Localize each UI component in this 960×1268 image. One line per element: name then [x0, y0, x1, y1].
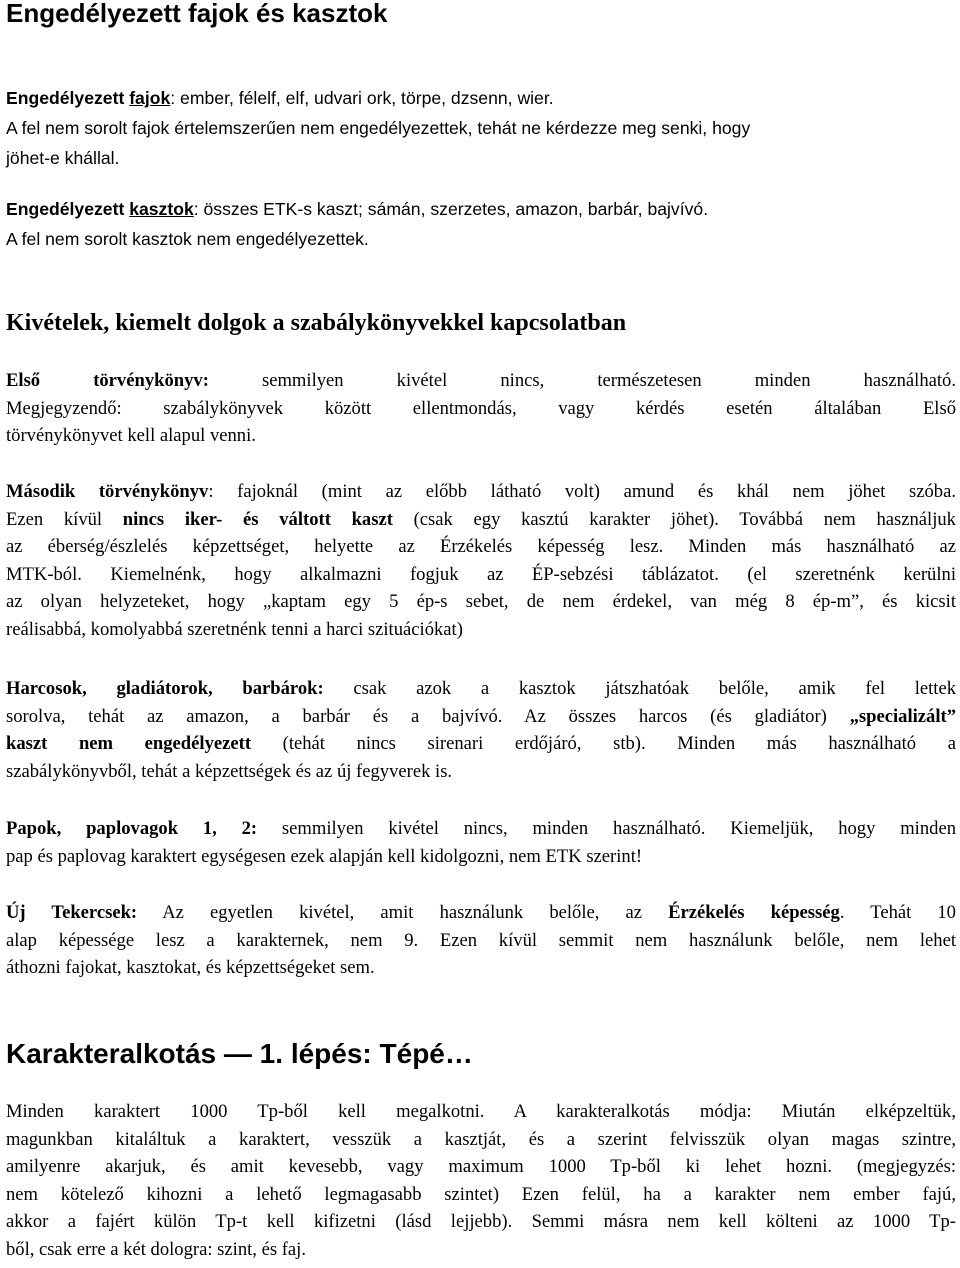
- classes-label-b: kasztok: [129, 199, 194, 219]
- book1-text: semmilyen kivétel nincs, természetesen minden használható.: [208, 370, 956, 391]
- classes-note: A fel nem sorolt kasztok nem engedélyezettek.: [6, 229, 369, 249]
- priests-label: Papok, paplovagok 1, 2:: [6, 818, 258, 839]
- fighters-line-4: szabálykönyvből, tehát a képzettségek és az új fegyverek is.: [6, 760, 453, 782]
- heading-allowed-races-classes: Engedélyezett fajok és kasztok: [6, 0, 388, 28]
- creation-line-4: nem kötelező kihozni a lehető legmagasabb szintet) Ezen felül, ha a karakter nem ember fajú,: [6, 1183, 956, 1205]
- races-note-line-2: jöhet-e khállal.: [6, 148, 120, 168]
- scrolls-line-1: Új Tekercsek: Az egyetlen kivétel, amit használunk belőle, az Érzékelés képesség. Tehát 10: [6, 902, 956, 923]
- priests-line-1: Papok, paplovagok 1, 2: semmilyen kivétel nincs, minden használható. Kiemeljük, hogy minden: [6, 818, 956, 839]
- priests-line-2: pap és paplovag karaktert egységesen ezek alapján kell kidolgozni, nem ETK szerint!: [6, 845, 643, 867]
- fighters-specialized: „specializált”: [849, 705, 956, 727]
- book1-paragraph: [6, 367, 956, 450]
- book1-label: Első törvénykönyv:: [6, 370, 209, 391]
- creation-line-3: amilyenre akarjuk, és amit kevesebb, vagy maximum 1000 Tp-ből ki lehet hozni. (megjegyzés:: [6, 1156, 956, 1177]
- book1-line-2: Megjegyzendő: szabálykönyvek között ellentmondás, vagy kérdés esetén általában Első: [6, 397, 956, 419]
- classes-label-a: Engedélyezett: [6, 199, 130, 219]
- fighters-line-2: sorolva, tehát az amazon, a barbár és a bajvívó. Az összes harcos (és gladiátor) „specializált”: [6, 705, 956, 727]
- book2-line-1: Második törvénykönyv: fajoknál (mint az előbb látható volt) amund és khál nem jöhet szóba.: [6, 481, 956, 502]
- book2-line-2: Ezen kívül nincs iker- és váltott kaszt (csak egy kasztú karakter jöhet). Továbbá nem használjuk: [6, 508, 956, 530]
- book2-line-5: az olyan helyzeteket, hogy „kaptam egy 5 ép-s sebet, de nem érdekel, van még 8 ép-m”, és kicsit: [6, 591, 956, 612]
- book2-line-3: az éberség/észlelés képzettséget, helyette az Érzékelés képesség lesz. Minden más használható az: [6, 536, 956, 557]
- heading-exceptions: Kivételek, kiemelt dolgok a szabálykönyvekkel kapcsolatban: [6, 310, 627, 336]
- fighters-not-allowed: kaszt nem engedélyezett: [6, 733, 252, 754]
- creation-paragraph: [6, 1098, 956, 1263]
- races-list: : ember, félelf, elf, udvari ork, törpe, dzsenn, wier.: [170, 88, 554, 108]
- races-label-a: Engedélyezett: [6, 88, 130, 108]
- book2-line-6: reálisabbá, komolyabbá szeretnénk tenni a harci szituációkat): [6, 618, 463, 640]
- scrolls-label: Új Tekercsek:: [6, 902, 138, 923]
- allowed-classes-paragraph: [6, 194, 956, 254]
- allowed-races-paragraph: [6, 83, 956, 173]
- fighters-line-1: Harcosok, gladiátorok, barbárok: csak azok a kasztok játszhatóak belőle, amik fel lettek: [6, 678, 956, 699]
- creation-line-6: ből, csak erre a két dologra: szint, és faj.: [6, 1238, 306, 1260]
- priests-paragraph: [6, 815, 956, 870]
- heading-character-creation: Karakteralkotás — 1. lépés: Tépé…: [6, 1038, 473, 1069]
- races-line: [6, 83, 956, 113]
- creation-line-2: magunkban kitaláltuk a karaktert, vesszük a kasztját, és a szerint felvisszük olyan magas szintre,: [6, 1128, 956, 1150]
- classes-list: : összes ETK-s kaszt; sámán, szerzetes, amazon, barbár, bajvívó.: [193, 199, 709, 219]
- scrolls-line-3: áthozni fajokat, kasztokat, és képzettségeket sem.: [6, 957, 375, 978]
- races-note-line-1: A fel nem sorolt fajok értelemszerűen nem engedélyezettek, tehát ne kérdezze meg senki, hogy: [6, 118, 751, 138]
- fighters-paragraph: [6, 675, 956, 785]
- creation-line-5: akkor a fajért külön Tp-t kell kifizetni (lásd lejjebb). Semmi másra nem kell költeni az 1000 Tp-: [6, 1211, 956, 1232]
- book2-paragraph: [6, 478, 956, 643]
- book1-line-1: [6, 367, 956, 395]
- fighters-label: Harcosok, gladiátorok, barbárok:: [6, 678, 324, 699]
- scrolls-line-2: alap képessége lesz a karakternek, nem 9. Ezen kívül semmit nem használunk belőle, nem lehet: [6, 929, 956, 951]
- fighters-line-3: kaszt nem engedélyezett (tehát nincs sirenari erdőjáró, stb). Minden más használható a: [6, 733, 956, 754]
- creation-line-1: Minden karaktert 1000 Tp-ből kell megalkotni. A karakteralkotás módja: Miután elképzeltük,: [6, 1101, 956, 1122]
- book2-no-twin-class: nincs iker- és váltott kaszt: [122, 508, 393, 530]
- scrolls-perception: Érzékelés képesség: [668, 902, 840, 923]
- book2-line-4: MTK-ból. Kiemelnénk, hogy alkalmazni fogjuk az ÉP-sebzési táblázatot. (el szeretnénk kerülni: [6, 563, 956, 585]
- races-label-b: fajok: [129, 88, 171, 108]
- book1-line-3: törvénykönyvet kell alapul venni.: [6, 425, 256, 446]
- book2-label: Második törvénykönyv: [6, 481, 209, 502]
- scrolls-paragraph: [6, 899, 956, 982]
- classes-line: [6, 194, 956, 224]
